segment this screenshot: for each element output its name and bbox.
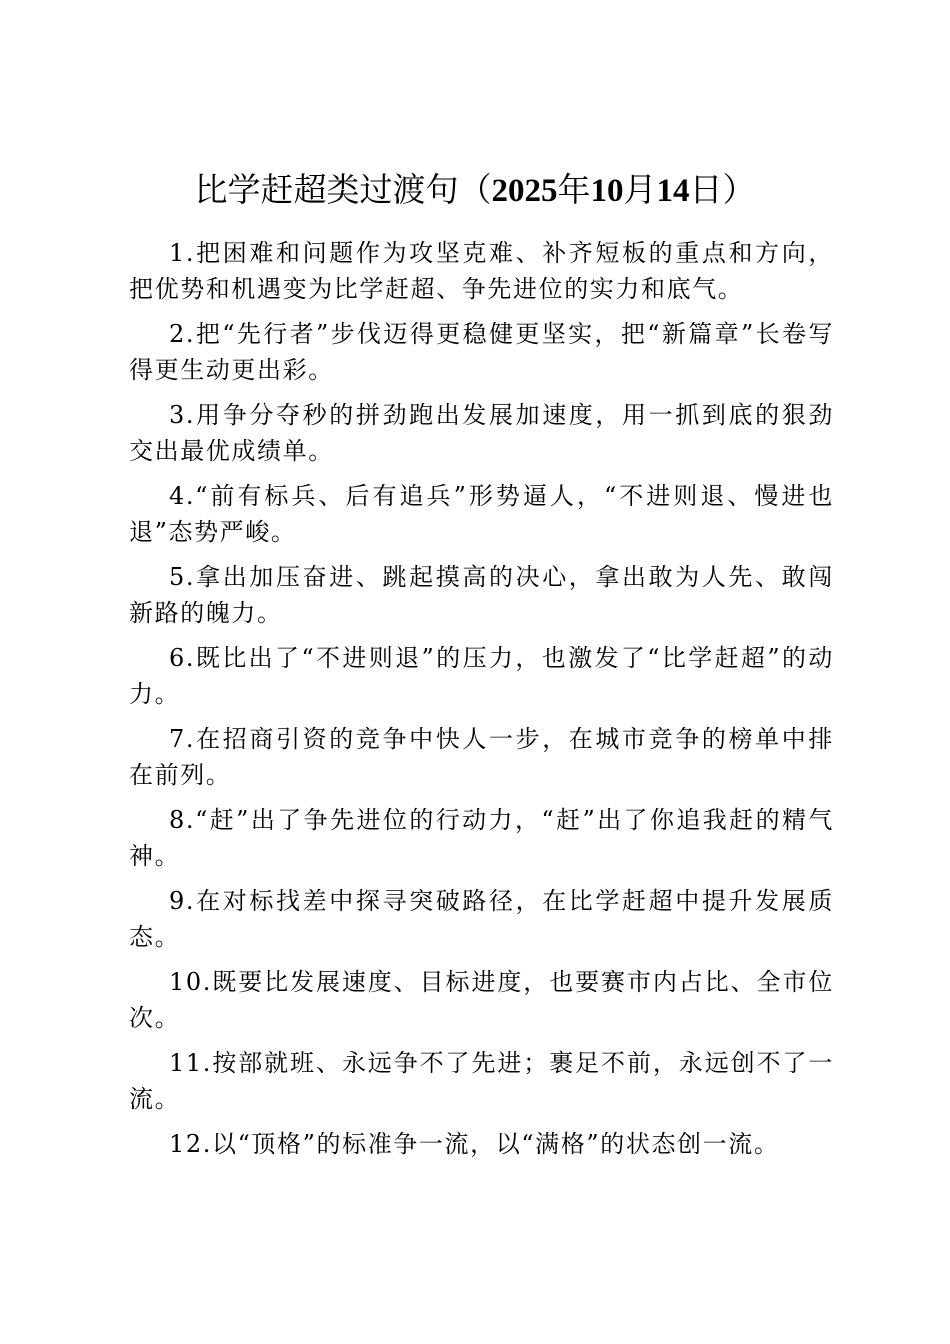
- document-title: [0, 168, 950, 213]
- paragraph-4: 4.“前有标兵、后有追兵”形势逼人，“不进则退、慢进也退”态势严峻。: [129, 482, 834, 546]
- paragraph-3: 3.用争分夺秒的拼劲跑出发展加速度，用一抓到底的狠劲交出最优成绩单。: [129, 401, 834, 465]
- paragraph-8: 8.“赶”出了争先进位的行动力，“赶”出了你追我赶的精气神。: [129, 806, 834, 870]
- title-month: 10: [590, 173, 624, 209]
- document-body: [129, 235, 834, 1171]
- paragraph-6: 6.既比出了“不进则退”的压力，也激发了“比学赶超”的动力。: [129, 644, 834, 708]
- title-suffix: 日）: [689, 170, 756, 209]
- title-year-char: 年: [557, 170, 591, 209]
- title-year: 2025: [491, 173, 558, 209]
- title-prefix: 比学赶超类过渡句（: [194, 170, 492, 209]
- paragraph-11: 11.按部就班、永远争不了先进；裹足不前，永远创不了一流。: [129, 1049, 834, 1113]
- title-month-char: 月: [623, 170, 657, 209]
- paragraph-2: 2.把“先行者”步伐迈得更稳健更坚实，把“新篇章”长卷写得更生动更出彩。: [129, 320, 834, 384]
- paragraph-9: 9.在对标找差中探寻突破路径，在比学赶超中提升发展质态。: [129, 887, 834, 951]
- paragraph-10: 10.既要比发展速度、目标进度，也要赛市内占比、全市位次。: [129, 968, 834, 1032]
- paragraph-12: 12.以“顶格”的标准争一流，以“满格”的状态创一流。: [169, 1130, 780, 1158]
- paragraph-5: 5.拿出加压奋进、跳起摸高的决心，拿出敢为人先、敢闯新路的魄力。: [129, 563, 834, 627]
- paragraph-7: 7.在招商引资的竞争中快人一步，在城市竞争的榜单中排在前列。: [129, 725, 834, 789]
- title-day: 14: [656, 173, 690, 209]
- paragraph-1: 1.把困难和问题作为攻坚克难、补齐短板的重点和方向，把优势和机遇变为比学赶超、争先进位的实力和底气。: [129, 239, 834, 303]
